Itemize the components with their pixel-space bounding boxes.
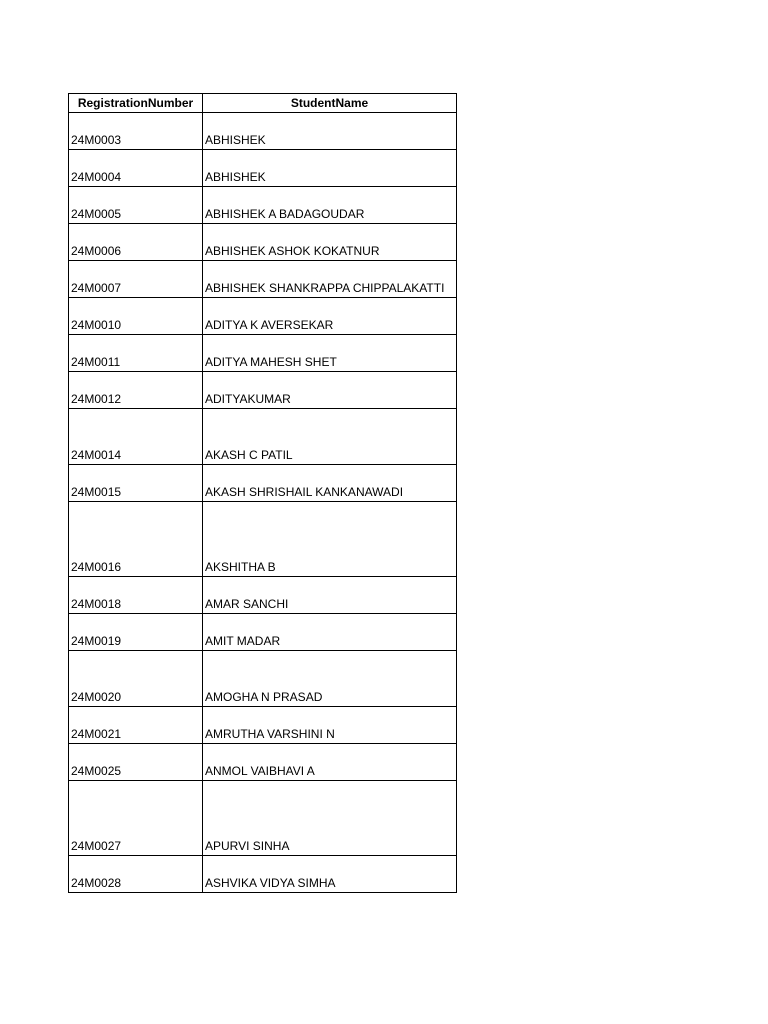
- registration-number-cell: 24M0015: [69, 465, 203, 502]
- student-name-cell: ADITYA MAHESH SHET: [203, 335, 457, 372]
- table-row: [69, 465, 457, 502]
- registration-number-cell: 24M0010: [69, 298, 203, 335]
- registration-number-cell: 24M0003: [69, 113, 203, 150]
- table-row: [69, 707, 457, 744]
- student-name-cell: ANMOL VAIBHAVI A: [203, 744, 457, 781]
- student-name-cell: ADITYAKUMAR: [203, 372, 457, 409]
- table-row: [69, 502, 457, 577]
- student-name-cell: AKASH SHRISHAIL KANKANAWADI: [203, 465, 457, 502]
- registration-number-cell: 24M0021: [69, 707, 203, 744]
- registration-number-cell: 24M0027: [69, 781, 203, 856]
- student-name-cell: AMIT MADAR: [203, 614, 457, 651]
- student-name-cell: ADITYA K AVERSEKAR: [203, 298, 457, 335]
- header-registration-number: RegistrationNumber: [69, 94, 203, 113]
- table-body: [69, 113, 457, 893]
- header-row: [69, 94, 457, 113]
- student-name-cell: AKSHITHA B: [203, 502, 457, 577]
- registration-number-cell: 24M0018: [69, 577, 203, 614]
- table-row: [69, 372, 457, 409]
- table-row: [69, 187, 457, 224]
- registration-number-cell: 24M0020: [69, 651, 203, 707]
- table-row: [69, 224, 457, 261]
- table-row: [69, 856, 457, 893]
- student-name-cell: ABHISHEK: [203, 150, 457, 187]
- table-row: [69, 409, 457, 465]
- registration-number-cell: 24M0011: [69, 335, 203, 372]
- registration-number-cell: 24M0005: [69, 187, 203, 224]
- registration-number-cell: 24M0028: [69, 856, 203, 893]
- student-name-cell: ABHISHEK SHANKRAPPA CHIPPALAKATTI: [203, 261, 457, 298]
- table-row: [69, 744, 457, 781]
- table-row: [69, 781, 457, 856]
- student-name-cell: ABHISHEK A BADAGOUDAR: [203, 187, 457, 224]
- table-row: [69, 614, 457, 651]
- student-name-cell: ABHISHEK: [203, 113, 457, 150]
- student-name-cell: AMRUTHA VARSHINI N: [203, 707, 457, 744]
- table-row: [69, 261, 457, 298]
- table-row: [69, 335, 457, 372]
- registration-number-cell: 24M0012: [69, 372, 203, 409]
- student-name-cell: AMAR SANCHI: [203, 577, 457, 614]
- registration-number-cell: 24M0007: [69, 261, 203, 298]
- registration-number-cell: 24M0016: [69, 502, 203, 577]
- header-student-name: StudentName: [203, 94, 457, 113]
- table-row: [69, 150, 457, 187]
- student-name-cell: AKASH C PATIL: [203, 409, 457, 465]
- registration-number-cell: 24M0006: [69, 224, 203, 261]
- table-row: [69, 651, 457, 707]
- table-row: [69, 113, 457, 150]
- table-row: [69, 298, 457, 335]
- student-registration-table: [68, 93, 457, 893]
- registration-number-cell: 24M0025: [69, 744, 203, 781]
- registration-number-cell: 24M0004: [69, 150, 203, 187]
- student-name-cell: AMOGHA N PRASAD: [203, 651, 457, 707]
- registration-number-cell: 24M0019: [69, 614, 203, 651]
- registration-number-cell: 24M0014: [69, 409, 203, 465]
- student-name-cell: APURVI SINHA: [203, 781, 457, 856]
- student-name-cell: ABHISHEK ASHOK KOKATNUR: [203, 224, 457, 261]
- student-name-cell: ASHVIKA VIDYA SIMHA: [203, 856, 457, 893]
- table-row: [69, 577, 457, 614]
